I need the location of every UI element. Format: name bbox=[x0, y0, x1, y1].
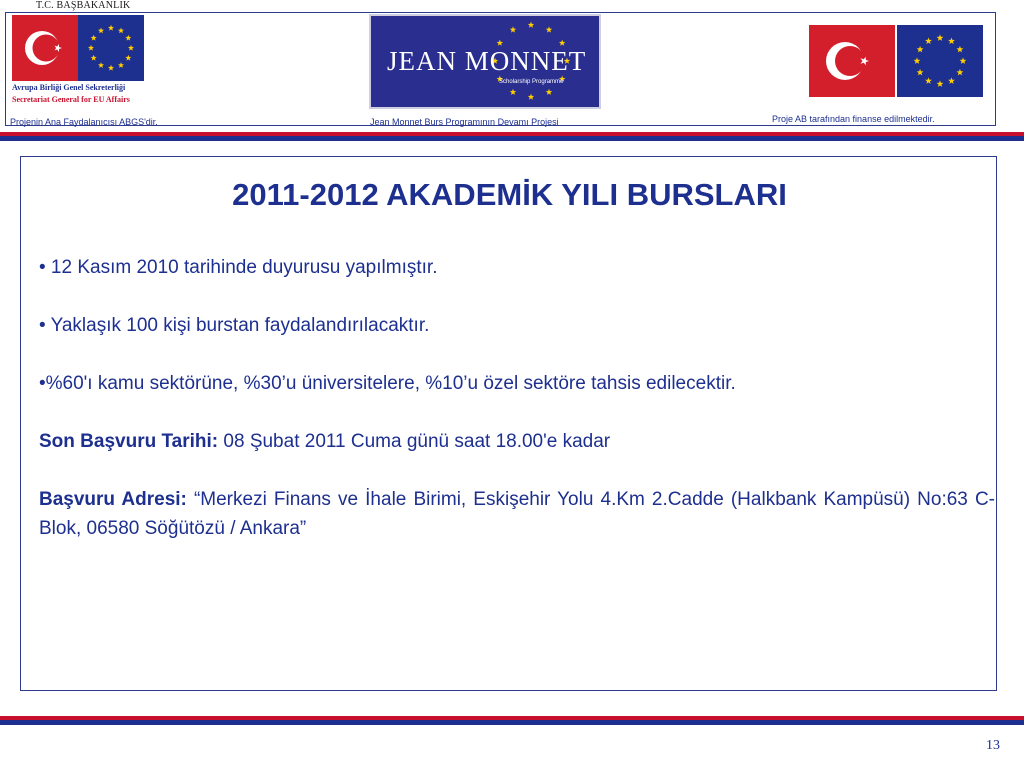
eu-star-icon bbox=[546, 26, 552, 32]
turkey-flag-icon bbox=[12, 15, 78, 81]
eu-flag-icon bbox=[897, 25, 983, 97]
jean-monnet-logo-subtext: Scholarship Programme bbox=[499, 79, 564, 85]
address-label: Başvuru Adresi: bbox=[39, 489, 187, 510]
bullet-allocation: •%60'ı kamu sektörüne, %30’u üniversitelere, %10’u özel sektöre tahsis edilecektir. bbox=[39, 373, 736, 394]
eu-star-icon bbox=[88, 45, 94, 51]
eu-star-icon bbox=[118, 62, 124, 68]
eu-flag-icon bbox=[78, 15, 144, 81]
eu-star-icon bbox=[128, 45, 134, 51]
eu-star-icon bbox=[98, 62, 104, 68]
eu-star-icon bbox=[125, 35, 131, 41]
top-label: T.C. BAŞBAKANLIK bbox=[36, 0, 131, 11]
address-line bbox=[39, 485, 995, 543]
eu-star-icon bbox=[510, 26, 516, 32]
abgs-caption-en: Secretariat General for EU Affairs bbox=[12, 95, 130, 104]
turkey-flag-icon bbox=[809, 25, 895, 97]
eu-star-icon bbox=[925, 37, 932, 44]
eu-star-icon bbox=[914, 57, 921, 64]
eu-star-icon bbox=[108, 65, 114, 71]
left-caption: Projenin Ana Faydalanıcısı ABGS'dir. bbox=[10, 117, 158, 127]
eu-star-icon bbox=[960, 57, 967, 64]
abgs-logo bbox=[12, 15, 144, 111]
eu-star-icon bbox=[497, 40, 503, 46]
slide-title: 2011-2012 AKADEMİK YILI BURSLARI bbox=[232, 177, 787, 212]
jean-monnet-logo-text: JEAN MONNET bbox=[387, 46, 587, 76]
eu-star-icon bbox=[91, 35, 97, 41]
deadline-value: 08 Şubat 2011 Cuma günü saat 18.00'e kadar bbox=[218, 431, 611, 452]
bullet-beneficiaries: • Yaklaşık 100 kişi burstan faydalandırılacaktır. bbox=[39, 315, 430, 336]
eu-star-icon bbox=[948, 37, 955, 44]
right-caption: Proje AB tarafından finanse edilmektedir. bbox=[772, 114, 935, 124]
abgs-caption-tr: Avrupa Birliği Genel Sekreterliği bbox=[12, 83, 126, 92]
eu-star-icon bbox=[956, 46, 963, 53]
header-stripe-blue bbox=[0, 136, 1024, 141]
deadline-label: Son Başvuru Tarihi: bbox=[39, 431, 219, 452]
footer-stripe-blue bbox=[0, 720, 1024, 725]
jean-monnet-logo bbox=[369, 14, 601, 109]
content-box bbox=[20, 156, 997, 691]
eu-star-icon bbox=[125, 55, 131, 61]
eu-star-icon bbox=[510, 89, 516, 95]
eu-star-icon bbox=[925, 77, 932, 84]
bullet-announcement: • 12 Kasım 2010 tarihinde duyurusu yapılmıştır. bbox=[39, 257, 438, 278]
eu-star-icon bbox=[108, 25, 114, 31]
eu-star-icon bbox=[528, 94, 534, 100]
deadline-line bbox=[39, 427, 995, 456]
address-value: “Merkezi Finans ve İhale Birimi, Eskişehir Yolu 4.Km 2.Cadde (Halkbank Kampüsü) No:63 C-Blok, 06580 Söğütözü / Ankara” bbox=[39, 489, 995, 539]
page-number: 13 bbox=[986, 738, 1000, 753]
eu-star-icon bbox=[98, 27, 104, 33]
eu-star-icon bbox=[91, 55, 97, 61]
flags-right bbox=[809, 25, 983, 97]
eu-star-icon bbox=[956, 69, 963, 76]
eu-star-icon bbox=[118, 27, 124, 33]
eu-star-icon bbox=[937, 34, 944, 41]
eu-star-icon bbox=[528, 22, 534, 28]
eu-star-icon bbox=[948, 77, 955, 84]
eu-star-icon bbox=[559, 40, 565, 46]
eu-star-icon bbox=[937, 80, 944, 87]
eu-star-icon bbox=[546, 89, 552, 95]
eu-star-icon bbox=[917, 69, 924, 76]
eu-star-icon bbox=[917, 46, 924, 53]
center-caption: Jean Monnet Burs Programının Devamı Projesi bbox=[370, 117, 559, 127]
